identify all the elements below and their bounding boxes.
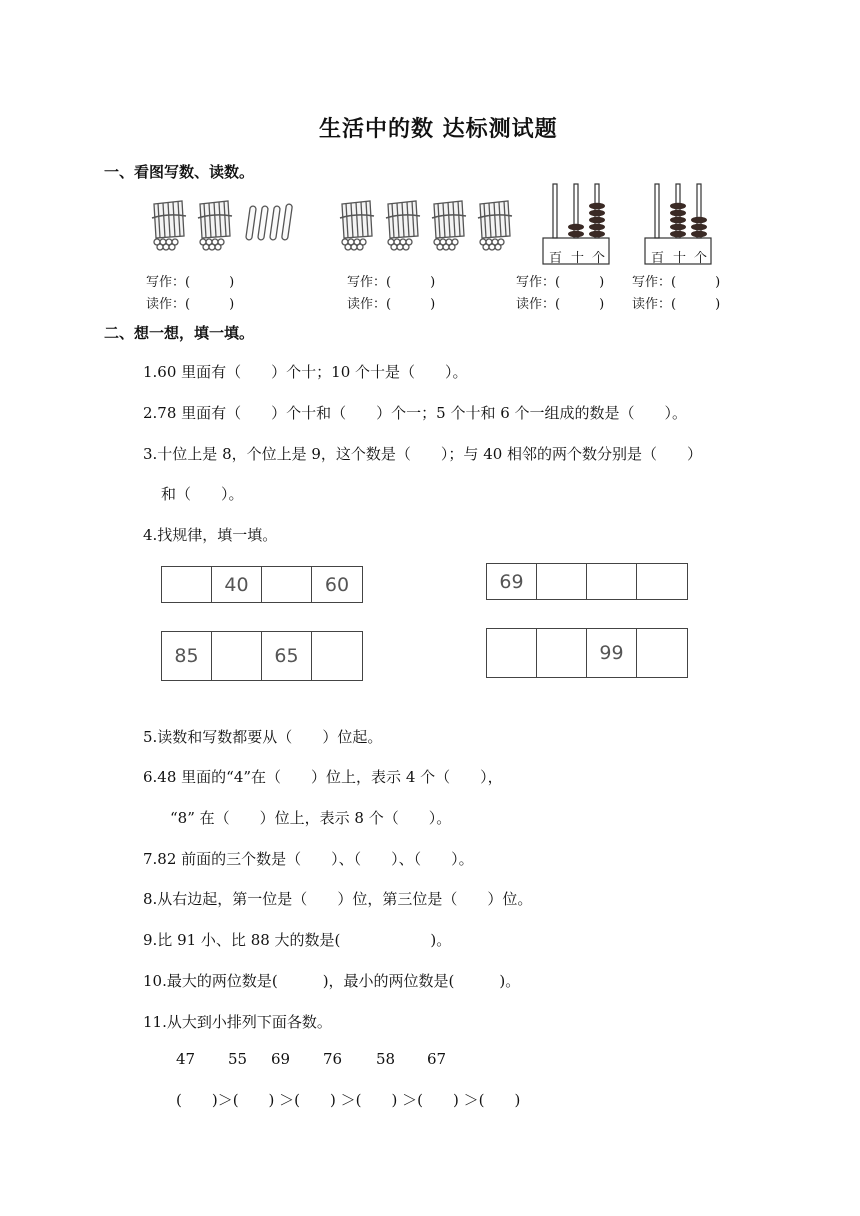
grid-cell[interactable] <box>537 564 587 599</box>
grid-cell: 40 <box>212 567 262 602</box>
grid-cell[interactable] <box>537 629 587 677</box>
section1-heading: 一、看图写数、读数。 <box>104 163 255 181</box>
abacus-2-label-tens: 十 <box>673 251 687 266</box>
write-blank-2[interactable]: 写作：( ) <box>347 275 436 290</box>
question-1: 1.60 里面有（ ）个十；10 个十是（ ）。 <box>143 363 468 381</box>
question-10: 10.最大的两位数是( )，最小的两位数是( )。 <box>143 972 521 990</box>
page-title: 生活中的数 达标测试题 <box>319 117 558 142</box>
abacus-1-label-hundreds: 百 <box>549 251 563 266</box>
sticks-illustration-1 <box>148 196 298 256</box>
pattern-grid-1 <box>161 566 363 603</box>
question-3: 3.十位上是 8，个位上是 9，这个数是（ ）；与 40 相邻的两个数分别是（ ） <box>143 445 703 463</box>
write-blank-4[interactable]: 写作：( ) <box>632 275 721 290</box>
abacus-2-label-ones: 个 <box>694 251 708 266</box>
read-blank-3[interactable]: 读作：( ) <box>516 297 605 312</box>
question-2: 2.78 里面有（ ）个十和（ ）个一；5 个十和 6 个一组成的数是（ ）。 <box>143 404 688 422</box>
grid-cell[interactable] <box>587 564 637 599</box>
question-6: 6.48 里面的“4”在（ ）位上，表示 4 个（ ）， <box>143 768 503 786</box>
number-item: 55 <box>228 1050 248 1068</box>
write-blank-3[interactable]: 写作：( ) <box>516 275 605 290</box>
bundle-of-ten-icon <box>152 201 186 250</box>
read-blank-2[interactable]: 读作：( ) <box>347 297 436 312</box>
number-item: 69 <box>271 1050 291 1068</box>
question-6-continued: “8” 在（ ）位上，表示 8 个（ ）。 <box>170 809 452 827</box>
question-4: 4.找规律，填一填。 <box>143 526 278 544</box>
grid-cell[interactable] <box>262 567 312 602</box>
grid-cell[interactable] <box>312 632 362 680</box>
question-7: 7.82 前面的三个数是（ ）、（ ）、（ ）。 <box>143 850 474 868</box>
read-blank-1[interactable]: 读作：( ) <box>146 297 235 312</box>
pattern-grid-4 <box>486 628 688 678</box>
grid-cell: 60 <box>324 573 350 596</box>
number-item: 47 <box>176 1050 196 1068</box>
read-blank-4[interactable]: 读作：( ) <box>632 297 721 312</box>
section2-heading: 二、想一想，填一填。 <box>104 324 255 342</box>
question-9: 9.比 91 小、比 88 大的数是( )。 <box>143 931 452 949</box>
grid-cell[interactable] <box>637 629 687 677</box>
grid-cell[interactable] <box>487 629 537 677</box>
number-item: 58 <box>376 1050 396 1068</box>
pattern-grid-2 <box>486 563 688 600</box>
question-3-continued: 和（ ）。 <box>161 485 244 503</box>
question-11: 11.从大到小排列下面各数。 <box>143 1013 332 1031</box>
ordering-answer-line[interactable]: ( )＞( ) ＞( ) ＞( ) ＞( ) ＞( ) <box>176 1091 521 1109</box>
pattern-grid-3 <box>161 631 363 681</box>
abacus-2-label-hundreds: 百 <box>651 251 665 266</box>
sticks-illustration-2 <box>336 196 526 256</box>
grid-cell[interactable] <box>212 632 262 680</box>
grid-cell: 85 <box>162 632 212 680</box>
grid-cell: 65 <box>262 632 312 680</box>
number-item: 76 <box>323 1050 343 1068</box>
grid-cell: 69 <box>487 564 537 599</box>
question-5: 5.读数和写数都要从（ ）位起。 <box>143 728 383 746</box>
grid-cell[interactable] <box>637 564 687 599</box>
grid-cell[interactable] <box>162 567 212 602</box>
abacus-1-label-ones: 个 <box>592 251 606 266</box>
question-8: 8.从右边起，第一位是（ ）位，第三位是（ ）位。 <box>143 890 533 908</box>
number-item: 67 <box>427 1050 447 1068</box>
write-blank-1[interactable]: 写作：( ) <box>146 275 235 290</box>
grid-cell: 99 <box>587 629 637 677</box>
abacus-1-label-tens: 十 <box>571 251 585 266</box>
